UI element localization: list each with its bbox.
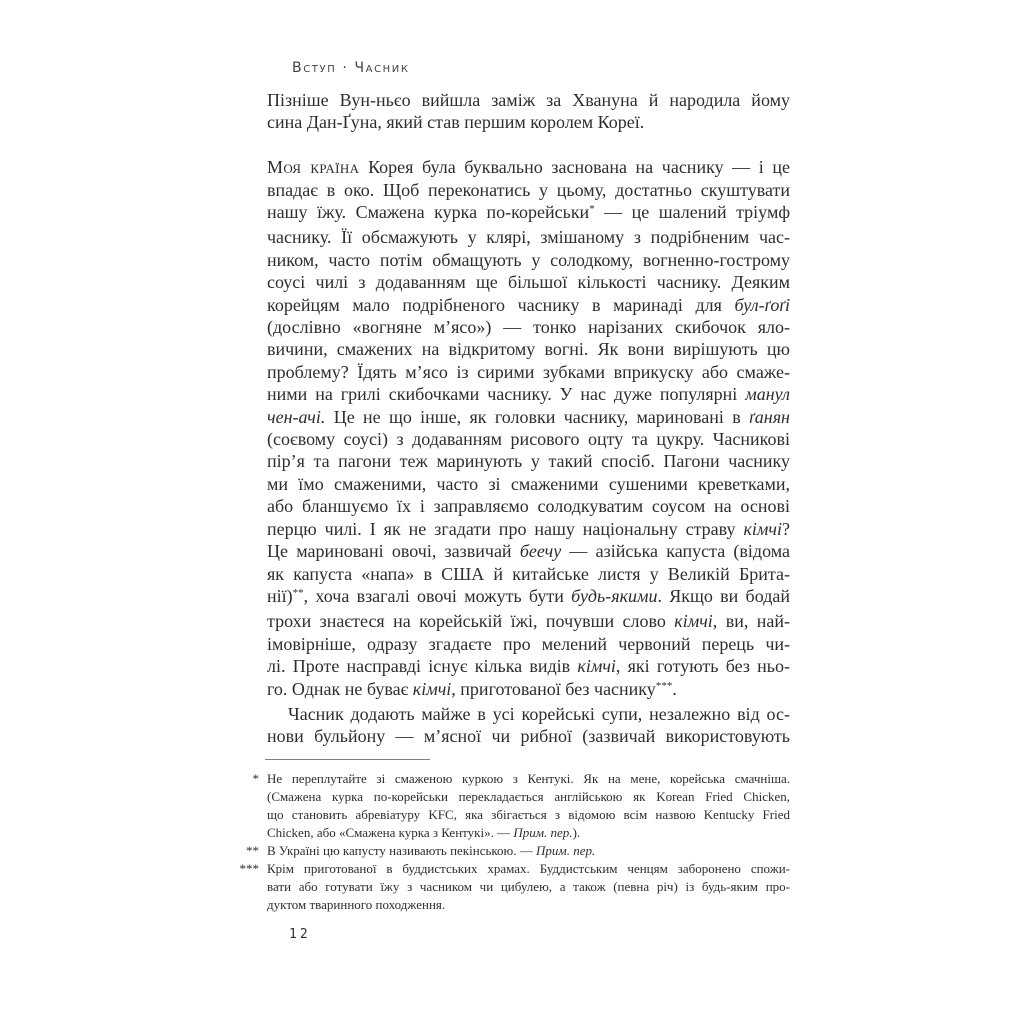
text-segment: Пізніше Вун-ньєо вийшла заміж за Хвануна й народила йому xyxy=(267,90,790,110)
text-line xyxy=(267,585,790,610)
text-segment: нії) xyxy=(267,585,293,606)
footnote-reference-asterisk: * xyxy=(589,203,595,216)
text-line xyxy=(267,842,790,860)
text-segment: , ви, най- xyxy=(712,611,790,632)
text-line xyxy=(267,678,790,703)
text-segment: ? xyxy=(782,518,790,539)
text-segment: проблему? Їдять м’ясо із сирими зубками вприкуску або смаже- xyxy=(267,361,790,382)
text-line xyxy=(267,878,790,896)
text-segment: часнику. Її обсмажують у клярі, змішаному з подрібненим час- xyxy=(267,227,790,248)
footnote-marker: ** xyxy=(246,843,259,858)
paragraph xyxy=(267,703,790,748)
paragraph xyxy=(267,156,790,703)
text-segment: (Смажена курка по-корейськи перекладається англійською як Korean Fried Chicken, xyxy=(267,789,790,804)
italic-text: бул-ґоґі xyxy=(734,294,790,315)
italic-text: кімчі xyxy=(577,656,616,677)
text-segment: Це мариновані овочі, зазвичай xyxy=(267,541,520,562)
footnote-marker: * xyxy=(252,771,259,786)
text-segment: Chicken, або «Смажена курка з Кентукі». — xyxy=(267,825,514,840)
text-line xyxy=(267,226,790,248)
text-line xyxy=(267,563,790,585)
text-segment: нови бульйону — м’ясної чи рибної (зазвичай використовують xyxy=(267,726,790,747)
text-line xyxy=(267,156,790,178)
text-segment: нашу їжу. Смажена курка по-корейськи xyxy=(267,202,590,223)
text-line xyxy=(267,540,790,562)
text-line xyxy=(267,450,790,472)
text-line xyxy=(267,725,790,747)
text-segment: вичини, смажених на відкритому вогні. Як вони вирішують цю xyxy=(267,339,790,360)
text-segment: ми їмо смаженими, часто зі смаженими сушеними креветками, xyxy=(267,473,790,494)
text-segment: , хоча взагалі овочі можуть бути xyxy=(303,585,572,606)
italic-text: беечу xyxy=(519,541,562,562)
text-segment: (соєвому соусі) з додаванням рисового оцту та цукру. Часникові xyxy=(267,429,790,450)
text-segment: як капуста «напа» в США й китайське листя у Великій Брита- xyxy=(267,563,790,584)
text-line xyxy=(267,383,790,405)
paragraph xyxy=(267,89,790,134)
text-line xyxy=(267,495,790,517)
text-line xyxy=(267,316,790,338)
text-segment: Це не що інше, як головки часнику, мариновані в xyxy=(325,406,750,427)
text-line xyxy=(267,249,790,271)
footnote-reference-asterisk: *** xyxy=(655,679,673,692)
text-segment: Корея була буквально заснована на часнику — і це xyxy=(359,157,790,178)
text-line xyxy=(267,518,790,540)
italic-text: Прим. пер. xyxy=(536,843,596,858)
footnote-text xyxy=(267,842,790,860)
text-line xyxy=(267,179,790,201)
text-segment: Крім приготованої в буддистських храмах. Буддистським ченцям заборонено спожи- xyxy=(267,861,790,876)
footnote-reference-asterisk: ** xyxy=(292,586,304,599)
text-segment: корейцям мало подрібненого часнику в маринаді для xyxy=(267,294,735,315)
text-segment: В Україні цю капусту називають пекінською. — xyxy=(267,843,537,858)
text-segment: дуктом тваринного походження. xyxy=(267,897,446,912)
text-line xyxy=(267,806,790,824)
text-line xyxy=(267,361,790,383)
italic-text: кімчі xyxy=(412,678,452,699)
small-caps-text: Моя країна xyxy=(267,157,360,178)
text-line xyxy=(267,428,790,450)
text-segment: , які готують без ньо- xyxy=(615,656,790,677)
text-line xyxy=(267,896,790,914)
text-segment: впадає в око. Щоб переконатись у цьому, достатньо скуштувати xyxy=(267,179,790,200)
text-line xyxy=(267,788,790,806)
text-segment: . Якщо ви бодай xyxy=(657,585,790,606)
text-segment: ними на грилі скибочками часнику. У нас дуже популярні xyxy=(267,384,746,405)
text-line xyxy=(267,473,790,495)
text-segment: перцю чилі. І як не згадати про нашу національну страву xyxy=(267,518,744,539)
italic-text: манул xyxy=(745,384,790,405)
text-line xyxy=(267,111,790,133)
text-segment: — азійська капуста (відома xyxy=(561,541,790,562)
text-segment: , приготованої без часнику xyxy=(451,678,656,699)
italic-text: будь-якими xyxy=(571,585,658,606)
text-line xyxy=(267,201,790,226)
body-text xyxy=(267,89,790,748)
text-segment: пір’я та пагони теж маринують у такий спосіб. Пагони часнику xyxy=(267,451,790,472)
text-segment: соусі чилі з додаванням ще більшої кількості часнику. Деяким xyxy=(267,272,790,293)
text-segment: або бланшуємо їх і заправляємо солодкуватим соусом на основі xyxy=(267,496,790,517)
text-line xyxy=(267,338,790,360)
text-segment: (дослівно «вогняне м’ясо») — тонко нарізаних скибочок яло- xyxy=(267,317,790,338)
text-line xyxy=(267,633,790,655)
footnote-marker: *** xyxy=(239,861,259,876)
italic-text: кімчі xyxy=(674,611,713,632)
text-line xyxy=(267,655,790,677)
text-segment: ником, часто потім обмащують у солодкому, вогненно-гострому xyxy=(267,249,790,270)
footnotes xyxy=(236,770,790,914)
text-line xyxy=(267,824,790,842)
footnote xyxy=(236,860,790,914)
footnote xyxy=(236,842,790,860)
text-segment: сина Дан-Ґуна, який став першим королем Кореї. xyxy=(267,112,645,133)
text-line xyxy=(267,271,790,293)
text-line xyxy=(267,610,790,632)
running-head: Вступ · Часник xyxy=(292,60,410,76)
footnote-separator-rule xyxy=(265,759,430,760)
text-line xyxy=(267,703,790,725)
text-line xyxy=(267,406,790,428)
text-segment: імовірніше, одразу згадаєте про мелений червоний перець чи- xyxy=(267,633,790,654)
text-line xyxy=(267,860,790,878)
footnote-text xyxy=(267,770,790,842)
text-segment: Не переплутайте зі смаженою куркою з Кентукі. Як на мене, корейська смачніша. xyxy=(267,771,790,786)
text-segment: — це шалений тріумф xyxy=(594,202,790,223)
italic-text: ґанян xyxy=(749,406,790,427)
text-segment: Часник додають майже в усі корейські супи, незалежно від ос- xyxy=(288,703,790,724)
text-segment: вати або готувати їжу з часником чи цибулею, а також (певна річ) із будь-яким про- xyxy=(267,879,790,894)
footnote xyxy=(236,770,790,842)
page-number: 12 xyxy=(289,927,311,942)
footnote-text xyxy=(267,860,790,914)
text-segment: го. Однак не буває xyxy=(267,678,413,699)
text-line xyxy=(267,89,790,111)
text-line xyxy=(267,770,790,788)
italic-text: чен-ачі. xyxy=(267,406,326,427)
text-segment: що становить абревіатуру KFC, яка збігається з відомою всім назвою Kentucky Fried xyxy=(267,807,790,822)
italic-text: Прим. пер. xyxy=(513,825,573,840)
text-segment: ). xyxy=(572,825,581,840)
text-segment: . xyxy=(672,678,677,699)
text-segment: лі. Проте насправді існує кілька видів xyxy=(267,656,578,677)
text-line xyxy=(267,294,790,316)
text-segment: трохи знаєтеся на корейській їжі, почувши слово xyxy=(267,611,675,632)
italic-text: кімчі xyxy=(743,518,782,539)
